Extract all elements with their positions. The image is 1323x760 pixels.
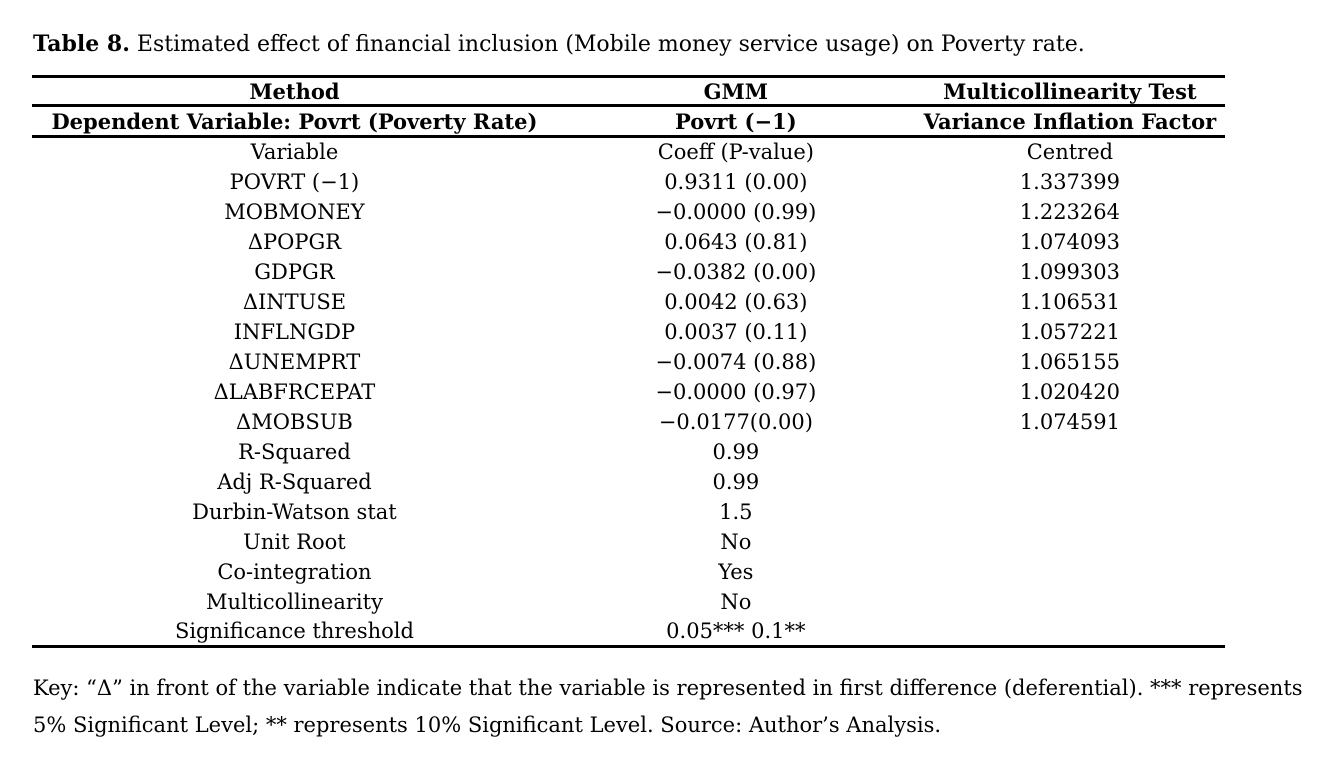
table-caption-number: Table 8. [33,31,130,57]
coeff-cell: Coeff (P-value) [657,140,814,165]
table-row [32,317,1225,347]
col-header-multicollinearity-test: Multicollinearity Test [915,77,1225,106]
vif-cell: Centred [1026,140,1114,165]
coeff-cell: −0.0000 (0.99) [655,199,817,224]
table-row [32,347,1225,377]
coeff-cell: 0.0037 (0.11) [664,319,808,344]
row-label-cell: Co-integration [217,559,372,584]
vif-cell [915,527,1225,557]
coeff-cell: No [720,589,752,614]
coeff-cell: −0.0382 (0.00) [655,259,817,284]
row-label-cell: MOBMONEY [224,199,365,224]
row-label-cell: INFLNGDP [233,319,356,344]
coeff-cell: 0.05*** 0.1** [666,618,806,643]
row-label-cell: Durbin-Watson stat [192,499,397,524]
vif-cell: 1.074093 [1019,229,1120,254]
coeff-cell: 0.0643 (0.81) [664,229,808,254]
row-label-cell: ΔINTUSE [242,289,347,314]
coeff-cell: −0.0177(0.00) [658,409,813,434]
vif-cell: 1.074591 [1019,409,1120,434]
table-row [32,467,1225,497]
vif-cell [915,497,1225,527]
vif-cell: 1.223264 [1019,199,1120,224]
vif-cell [915,587,1225,617]
col-header-vif: Variance Inflation Factor [915,106,1225,137]
footnote-line-1: Key: “Δ” in front of the variable indicate that the variable is represented in first difference (deferential). *** represents [33,676,1303,700]
coeff-cell: −0.0074 (0.88) [655,349,817,374]
row-label-cell: ΔMOBSUB [236,409,353,434]
table-row [32,227,1225,257]
table-key-footnote [33,670,1303,744]
table-row [32,437,1225,467]
row-label-cell: ΔLABFRCEPAT [213,379,376,404]
vif-cell: 1.099303 [1019,259,1120,284]
vif-cell: 1.337399 [1019,169,1120,194]
coeff-cell: 1.5 [719,499,753,524]
row-label-cell: POVRT (−1) [229,169,360,194]
table-row [32,167,1225,197]
vif-cell [915,557,1225,587]
row-label-cell: Unit Root [243,529,346,554]
vif-cell [915,467,1225,497]
vif-cell [915,617,1225,647]
row-label-cell: Multicollinearity [205,589,383,614]
table-row [32,257,1225,287]
coeff-cell: Yes [718,559,754,584]
vif-cell: 1.057221 [1019,319,1120,344]
table-row [32,527,1225,557]
table-row [32,617,1225,647]
table-caption-text: Estimated effect of financial inclusion (Mobile money service usage) on Poverty rate. [129,32,1085,57]
col-header-dependent-variable: Dependent Variable: Povrt (Poverty Rate) [32,106,557,137]
table-row [32,197,1225,227]
header-row-method [32,77,1225,106]
table-caption [33,28,1085,61]
vif-cell: 1.065155 [1019,349,1120,374]
results-table [32,75,1225,648]
footnote-line-2: 5% Significant Level; ** represents 10% Significant Level. Source: Author’s Analysis. [33,713,942,737]
table-row [32,287,1225,317]
row-label-cell: Variable [250,140,339,165]
header-row-dependent-variable [32,106,1225,137]
row-label-cell: GDPGR [254,259,335,284]
vif-cell [915,437,1225,467]
col-header-gmm: GMM [557,77,915,106]
table-row [32,587,1225,617]
table-row [32,557,1225,587]
row-label-cell: Significance threshold [174,618,414,643]
col-header-povrt-lag: Povrt (−1) [557,106,915,137]
table-row [32,497,1225,527]
row-label-cell: R-Squared [238,439,351,464]
row-label-cell: Adj R-Squared [217,469,372,494]
vif-cell: 1.020420 [1019,379,1120,404]
table-row [32,407,1225,437]
coeff-cell: 0.0042 (0.63) [664,289,808,314]
coeff-cell: No [720,529,752,554]
vif-cell: 1.106531 [1019,289,1120,314]
coeff-cell: 0.9311 (0.00) [664,169,808,194]
row-label-cell: ΔUNEMPRT [228,349,361,374]
table-row [32,137,1225,167]
coeff-cell: 0.99 [712,469,760,494]
col-header-method: Method [32,77,557,106]
coeff-cell: 0.99 [712,439,760,464]
table-row [32,377,1225,407]
coeff-cell: −0.0000 (0.97) [655,379,817,404]
row-label-cell: ΔPOPGR [247,229,342,254]
